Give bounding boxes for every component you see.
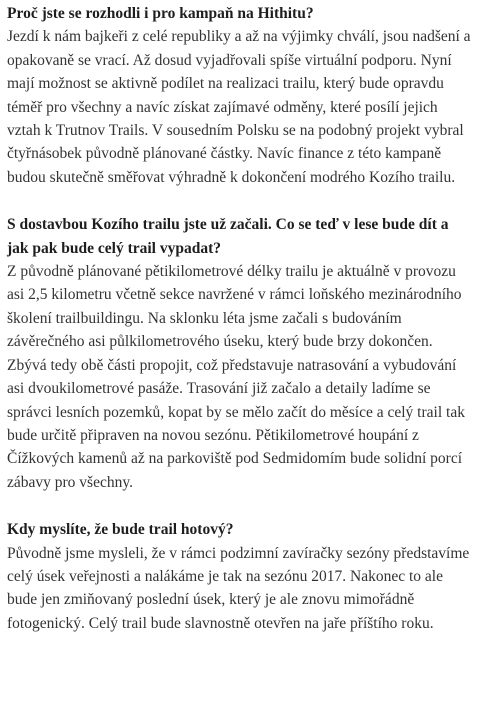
answer-paragraph: Původně jsme mysleli, že v rámci podzimní zavíračky sezóny představíme celý úsek veřejnosti a nalákáme je tak na sezónu 2017. Nakonec to ale bude jen zmiňovaný poslední úsek, který je ale znovu mimořádně fotogenický. Celý trail bude slavnostně otevřen na jaře příštího roku. [7, 544, 470, 632]
question-heading: S dostavbou Kozího trailu jste už začali. Co se teď v lese bude dít a jak pak bude celý trail vypadat? [7, 216, 449, 257]
answer-paragraph: Z původně plánované pětikilometrové délky trailu je aktuálně v provozu asi 2,5 kilometru včetně sekce navržené v rámci loňského mezinárodního školení trailbuildingu. Na sklonku léta jsme začali s budováním závěrečného asi půlkilometrového úseku, který bude brzy dokončen. Zbývá tedy obě části propojit, což představuje natrasování a vybudování asi dvoukilometrové pasáže. Trasování již začalo a detaily ladíme se správci lesních pozemků, kopat by se mělo začít do měsíce a celý trail tak bude určitě připraven na novou sezónu. Pětikilometrové houpání z Čížkových kamenů až na parkoviště pod Sedmidomím bude solidní porcí zábavy pro všechny. [7, 263, 465, 491]
article [7, 2, 472, 635]
qa-section-hithit-campaign [7, 2, 472, 189]
answer-paragraph: Jezdí k nám bajkeři z celé republiky a až na výjimky chválí, jsou nadšení a opakovaně se vrací. Až dosud vyjadřovali spíše virtuální podporu. Nyní mají možnost se aktivně podílet na realizaci trailu, který bude opravdu téměř pro všechny a navíc získat zajímavé odměny, které posílí jejich vztah k Trutnov Trails. V sousedním Polsku se na podobný projekt vybral čtyřnásobek původně plánované částky. Navíc finance z této kampaně budou skutečně směřovat výhradně k dokončení modrého Kozího trailu. [7, 28, 471, 186]
qa-section-trail-construction [7, 213, 472, 494]
question-heading: Proč jste se rozhodli i pro kampaň na Hithitu? [7, 5, 314, 22]
question-heading: Kdy myslíte, že bude trail hotový? [7, 521, 234, 539]
qa-section-trail-completion [7, 518, 472, 635]
